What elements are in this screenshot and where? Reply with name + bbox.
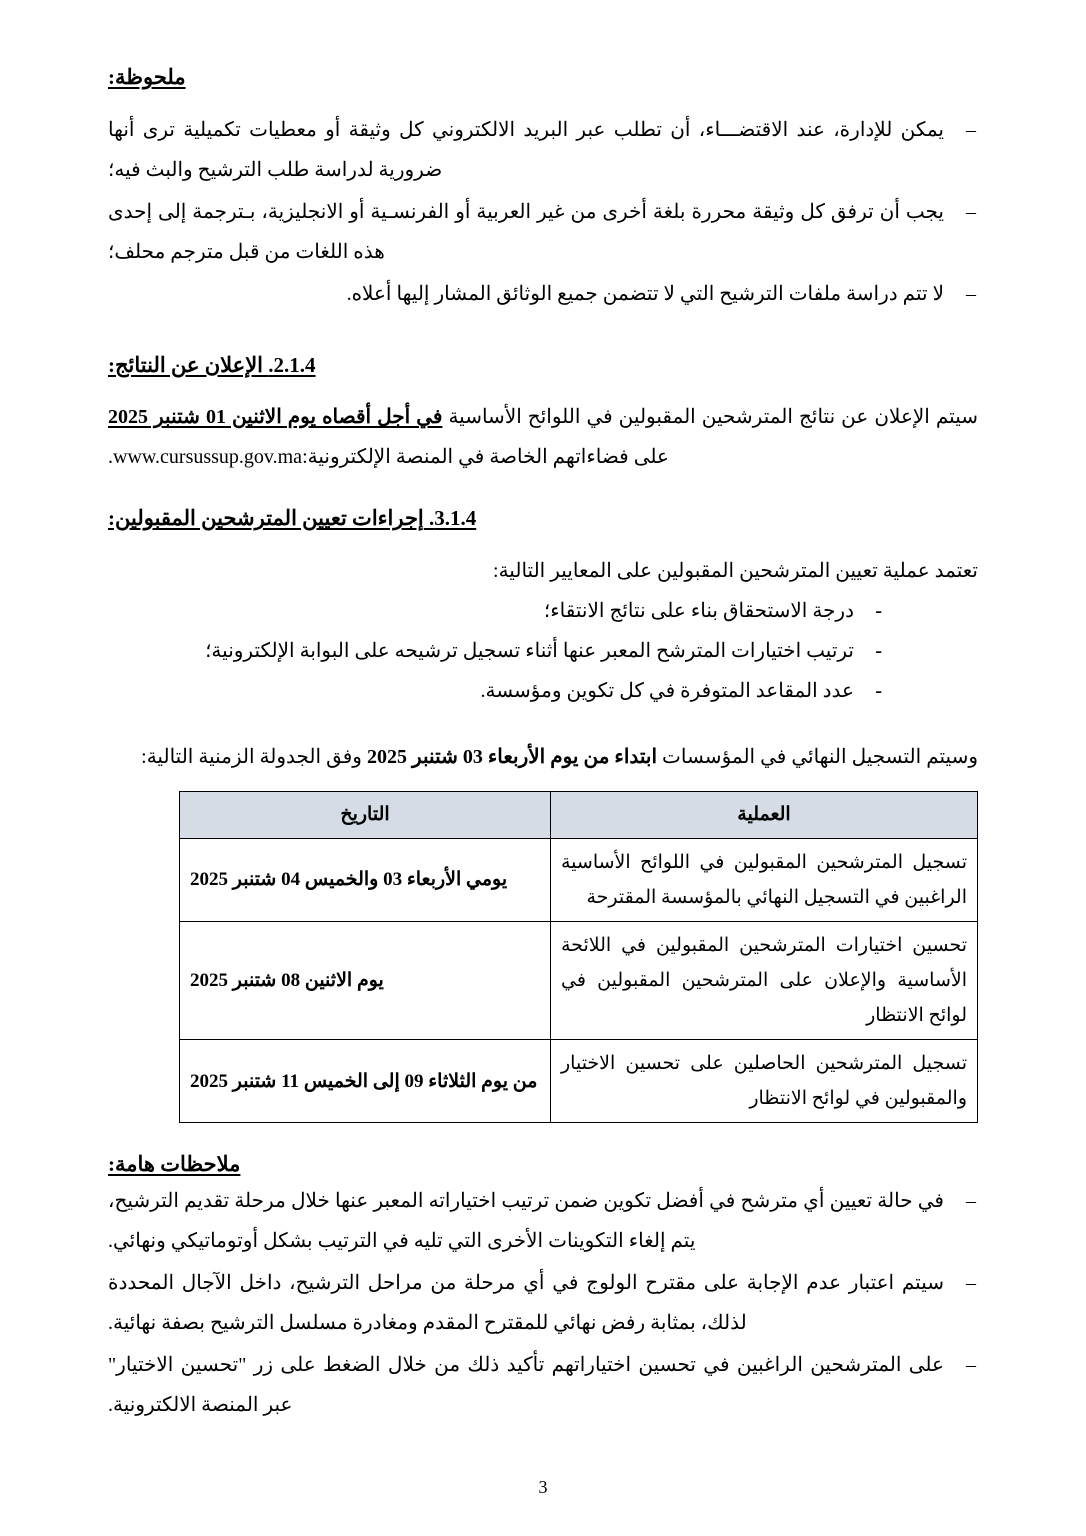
list-item: – سيتم اعتبار عدم الإجابة على مقترح الولوج في أي مرحلة من مراحل الترشيح، داخل الآجال المحددة لذلك، بمثابة رفض نهائي للمقترح المقدم ومغادرة مسلسل الترشيح بصفة نهائية. <box>108 1263 978 1343</box>
platform-website-link[interactable]: www.cursussup.gov.ma <box>113 446 303 468</box>
table-header-row <box>180 791 978 838</box>
schedule-table <box>179 791 978 1124</box>
results-deadline-emphasis: في أجل أقصاه يوم الاثنين 01 شتنبر 2025 <box>108 406 443 428</box>
cell-date: من يوم الثلاثاء 09 إلى الخميس 11 شتنبر 2025 <box>180 1040 551 1123</box>
table-intro-part1: وسيتم التسجيل النهائي في المؤسسات <box>657 745 978 768</box>
list-item: – لا تتم دراسة ملفات الترشيح التي لا تتضمن جميع الوثائق المشار إليها أعلاه. <box>108 274 978 314</box>
results-paragraph-part1: سيتم الإعلان عن نتائج المترشحين المقبولين في اللوائح الأساسية <box>442 406 978 428</box>
list-item: – على المترشحين الراغبين في تحسين اختياراتهم تأكيد ذلك من خلال الضغط على زر "تحسين الاختيار" عبر المنصة الالكترونية. <box>108 1345 978 1425</box>
note-section-heading <box>108 62 978 94</box>
criteria-list <box>108 591 978 711</box>
list-item: – يمكن للإدارة، عند الاقتضـــاء، أن تطلب عبر البريد الالكتروني كل وثيقة أو معطيات تكميلية ترى أنها ضرورية لدراسة طلب الترشيح والبث فيه؛ <box>108 110 978 190</box>
note-section-heading-text: ملحوظة: <box>108 65 186 89</box>
cell-date: يومي الأربعاء 03 والخميس 04 شتنبر 2025 <box>180 838 551 921</box>
results-section-heading <box>108 350 978 382</box>
list-item: – في حالة تعيين أي مترشح في أفضل تكوين ضمن ترتيب اختياراته المعبر عنها خلال مرحلة تقديم الترشيح، يتم إلغاء التكوينات الأخرى التي تليه في الترتيب بشكل أوتوماتيكي ونهائي. <box>108 1181 978 1261</box>
assignment-section-number: 3.1.4. <box>429 506 477 530</box>
results-section-number: 2.1.4. <box>268 352 316 377</box>
spacer <box>108 711 978 737</box>
schedule-table-head <box>180 791 978 838</box>
spacer <box>108 535 978 551</box>
page-number: 3 <box>538 1477 548 1497</box>
important-notes-heading <box>108 1149 978 1181</box>
spacer <box>108 1123 978 1149</box>
list-item: - ترتيب اختيارات المترشح المعبر عنها أثناء تسجيل ترشيحه على البوابة الإلكترونية؛ <box>108 631 888 671</box>
cell-operation: تسجيل المترشحين المقبولين في اللوائح الأساسية الراغبين في التسجيل النهائي بالمؤسسة المقترحة <box>551 838 978 921</box>
table-intro-emphasis: ابتداء من يوم الأربعاء 03 شتنبر 2025 <box>366 745 658 768</box>
cell-date: يوم الاثنين 08 شتنبر 2025 <box>180 921 551 1039</box>
list-item: - درجة الاستحقاق بناء على نتائج الانتقاء؛ <box>108 591 888 631</box>
cell-operation: تسجيل المترشحين الحاصلين على تحسين الاختيار والمقبولين في لوائح الانتظار <box>551 1040 978 1123</box>
spacer <box>108 381 978 397</box>
column-header-operation: العملية <box>551 791 978 838</box>
table-intro-paragraph <box>108 737 978 777</box>
table-intro-part2: وفق الجدولة الزمنية التالية: <box>141 745 367 768</box>
results-paragraph <box>108 397 978 477</box>
assignment-section-heading <box>108 503 978 535</box>
column-header-date: التاريخ <box>180 791 551 838</box>
list-item: – يجب أن ترفق كل وثيقة محررة بلغة أخرى من غير العربية أو الفرنسـية أو الانجليزية، بـترجمة إلى إحدى هذه اللغات من قبل مترجم محلف؛ <box>108 192 978 272</box>
spacer <box>108 94 978 110</box>
table-row <box>180 838 978 921</box>
cell-operation: تحسين اختيارات المترشحين المقبولين في اللائحة الأساسية والإعلان على المترشحين المقبولين في لوائح الانتظار <box>551 921 978 1039</box>
table-row <box>180 921 978 1039</box>
assignment-section-heading-text: إجراءات تعيين المترشحين المقبولين: <box>108 506 424 530</box>
results-section-heading-text: الإعلان عن النتائج: <box>108 352 264 377</box>
schedule-table-body <box>180 838 978 1123</box>
spacer <box>108 316 978 350</box>
important-notes-list <box>108 1181 978 1425</box>
table-row <box>180 1040 978 1123</box>
spacer <box>108 477 978 503</box>
list-item: - عدد المقاعد المتوفرة في كل تكوين ومؤسسة. <box>108 671 888 711</box>
results-paragraph-part2: على فضاءاتهم الخاصة في المنصة الإلكترونية: <box>302 446 669 468</box>
important-notes-heading-text: ملاحظات هامة: <box>108 1152 241 1177</box>
results-paragraph-end: . <box>108 446 113 468</box>
note-list <box>108 110 978 314</box>
assignment-intro-paragraph: تعتمد عملية تعيين المترشحين المقبولين على المعايير التالية: <box>493 559 978 582</box>
